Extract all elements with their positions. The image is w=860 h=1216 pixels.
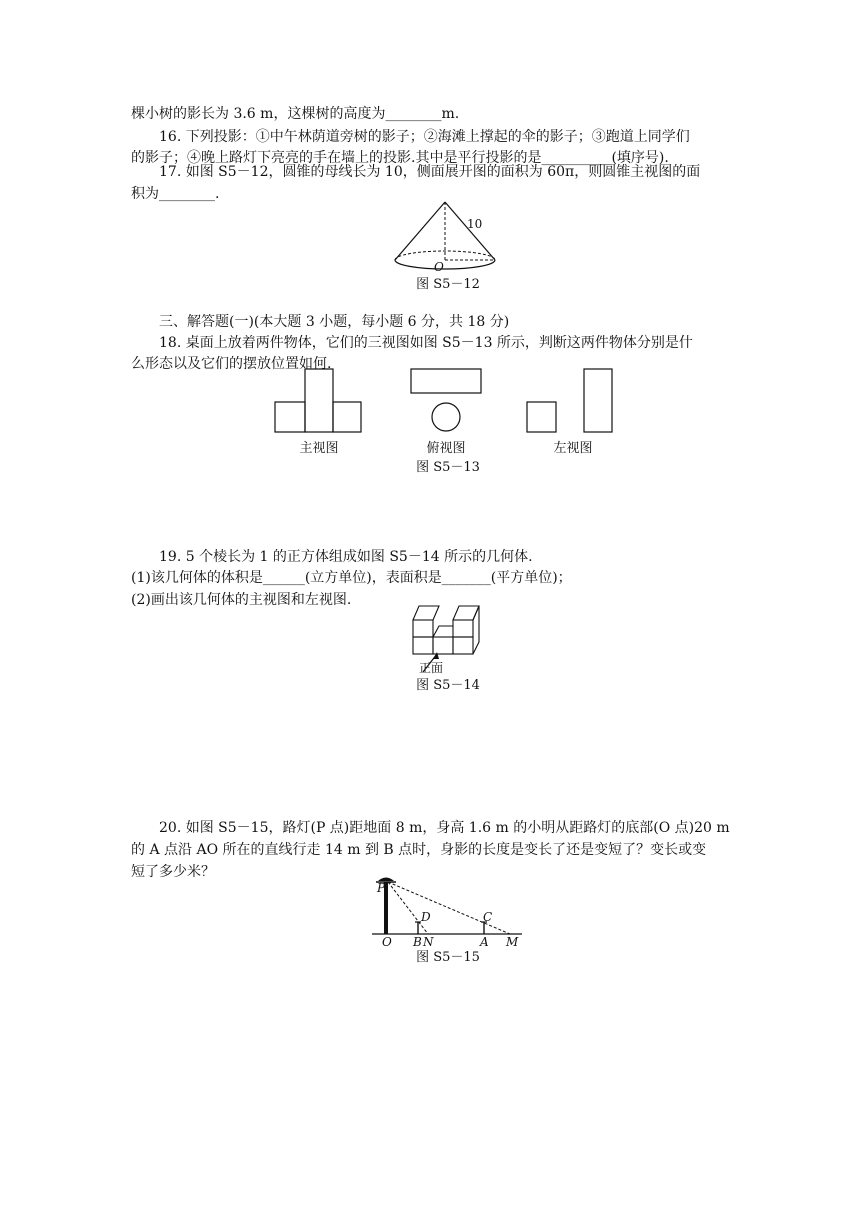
q20-line-3: 短了多少米？ [131,864,215,880]
front-view-label: 主视图 [299,441,339,456]
q16-line-2: 的影子；④晚上路灯下亮亮的手在墙上的投影.其中是平行投影的是__________(填序号). [131,150,669,166]
left-view-label: 左视图 [553,441,593,456]
figure-caption-s5-14: 图 S5－14 [416,678,480,693]
figure-caption-s5-12: 图 S5－12 [416,277,480,292]
front-face-label: 正面 [419,661,444,675]
point-b-label: B [413,935,422,949]
q20-line-2: 的 A 点沿 AO 所在的直线行走 14 m 到 B 点时，身影的长度是变长了还是变短了？变长或变 [131,842,707,858]
left-view-drawing [526,368,616,434]
q16-line-1: 16. 下列投影：①中午林荫道旁树的影子；②海滩上撑起的伞的影子；③跑道上同学们 [159,129,690,145]
front-view-drawing [274,368,364,434]
top-view-label: 俯视图 [426,441,466,456]
q18-line-2: 么形态以及它们的摆放位置如何. [131,356,332,372]
q18-line-1: 18. 桌面上放着两件物体，它们的三视图如图 S5－13 所示，判断这两件物体分别是什 [159,335,693,351]
point-m-label: M [506,935,519,949]
top-view-drawing [410,368,482,434]
point-n-label: N [423,935,434,949]
q19-line-2: (1)该几何体的体积是______(立方单位)，表面积是_______(平方单位)； [131,570,572,586]
point-d-label: D [421,910,431,924]
q15-tail-text: 棵小树的影长为 3.6 m，这棵树的高度为________m. [131,106,460,122]
q20-line-1: 20. 如图 S5－15，路灯(P 点)距地面 8 m，身高 1.6 m 的小明从距路灯的底部(O 点)20 m [159,820,730,836]
cone-figure [393,200,503,275]
q17-line-1: 17. 如图 S5－12，圆锥的母线长为 10，侧面展开图的面积为 60π，则圆锥主视图的面 [159,164,701,180]
section-3-heading: 三、解答题(一)(本大题 3 小题，每小题 6 分，共 18 分) [159,314,510,330]
cone-slant-label: 10 [467,217,483,231]
cone-center-label: O [434,260,444,274]
street-lamp-figure [372,872,532,942]
q17-line-2: 积为________. [131,186,220,202]
q19-line-3: (2)画出该几何体的主视图和左视图. [131,592,352,608]
figure-caption-s5-15: 图 S5－15 [416,950,480,965]
point-c-label: C [483,910,493,924]
q19-line-1: 19. 5 个棱长为 1 的正方体组成如图 S5－14 所示的几何体. [159,549,533,565]
point-o-label: O [382,935,392,949]
point-p-label: P [377,881,386,895]
point-a-label: A [480,935,489,949]
figure-caption-s5-13: 图 S5－13 [416,460,480,475]
